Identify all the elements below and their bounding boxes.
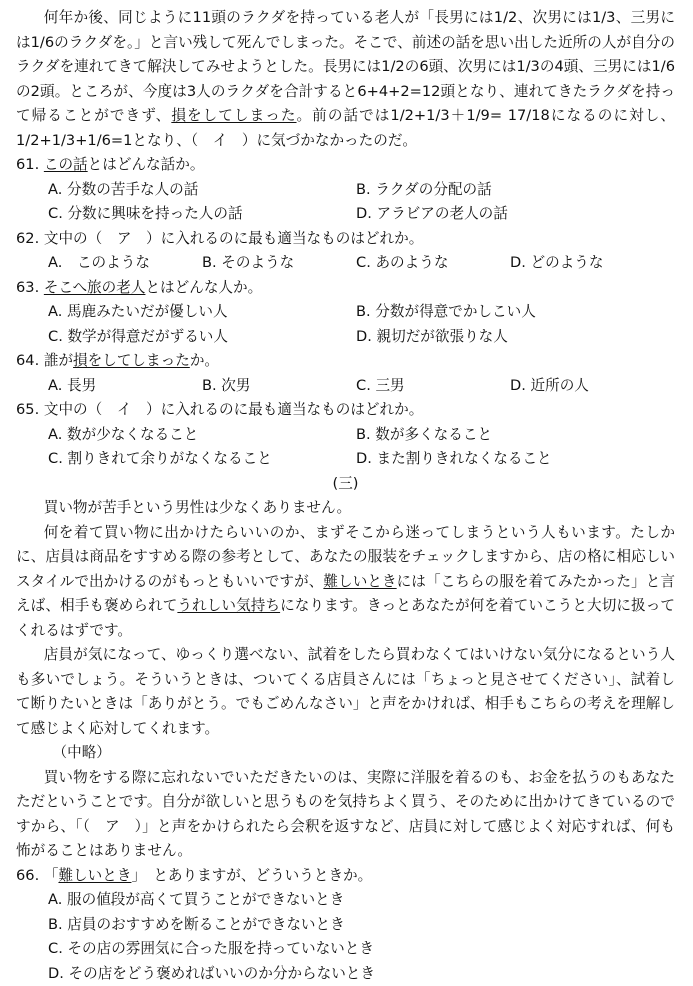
option-c[interactable]: C. あのような (356, 251, 510, 276)
passage-2-paragraph-3: 店員が気になって、ゆっくり選べない、試着をしたら買わなくてはいけない気分になるという人も多いでしょう。そういうときは、ついてくる店員さんには「ちょっと見させてください」、試着して断りたいときは「ありがとう。でもごめんなさい」と声をかければ、相手もこちらの考えを理解して感じよく応対してくれます。 (16, 643, 675, 741)
question-65-options (48, 423, 675, 472)
question-64 (16, 349, 675, 398)
question-stem-text: とはどんな人か。 (145, 279, 262, 296)
passage-2-text: には「こちらの服を着てみたかった」と言えば、相手も褒められて (16, 573, 675, 615)
question-61-options (48, 178, 675, 227)
passage-2-text: 何を着て買い物に出かけたらいいのか、まずそこから迷ってしまうという人もいます。たしかに、店員は商品をすすめる際の参考として、あなたの服装をチェックしますから、店の格に相応しいスタイルで出かけるのがもっともいいですが、 (16, 524, 675, 590)
option-b[interactable]: B. 店員のおすすめを断ることができないとき (48, 913, 675, 938)
passage-2-text: になります。きっとあなたが何を着ていこうと大切に扱ってくれるはずです。 (16, 597, 675, 639)
question-number: 64. 誰が (16, 352, 73, 369)
question-65 (16, 398, 675, 472)
question-63-options (48, 300, 675, 349)
question-stem-text: か。 (190, 352, 219, 369)
passage-1-underlined-phrase: 損をしてしまった (171, 107, 296, 124)
omitted-marker: （中略） (16, 741, 675, 766)
option-a[interactable]: A. 服の値段が高くて買うことができないとき (48, 888, 675, 913)
option-b[interactable]: B. 次男 (202, 374, 356, 399)
option-d[interactable]: D. また割りきれなくなること (356, 447, 664, 472)
underlined-phrase-happy: うれしい気持ち (177, 597, 280, 614)
option-a[interactable]: A. 馬鹿みたいだが優しい人 (48, 300, 356, 325)
question-number: 63. (16, 279, 44, 296)
option-b[interactable]: B. ラクダの分配の話 (356, 178, 664, 203)
question-underlined-phrase: そこへ旅の老人 (44, 279, 146, 296)
passage-2-paragraph-4: 買い物をする際に忘れないでいただきたいのは、実際に洋服を着るのも、お金を払うのもあなたただということです。自分が欲しいと思うものを気持ちよく買う、そのために出かけてきているのですから、「（ ア ）」と声をかけられたら会釈を返すなど、店員に対して感じよく対応すれば、何も怖がることはありません。 (16, 766, 675, 864)
option-c[interactable]: C. 分数に興味を持った人の話 (48, 202, 356, 227)
option-b[interactable]: B. 分数が得意でかしこい人 (356, 300, 664, 325)
option-a[interactable]: A. 分数の苦手な人の話 (48, 178, 356, 203)
question-62-stem: 62. 文中の（ ア ）に入れるのに最も適当なものはどれか。 (16, 227, 675, 252)
option-c[interactable]: C. 三男 (356, 374, 510, 399)
question-62-options (48, 251, 675, 276)
option-b[interactable]: B. 数が多くなること (356, 423, 664, 448)
question-underlined-phrase: 損をしてしまった (73, 352, 190, 369)
option-c[interactable]: C. その店の雰囲気に合った服を持っていないとき (48, 937, 675, 962)
question-underlined-phrase: 難しいとき (58, 867, 131, 884)
option-b[interactable]: B. そのような (202, 251, 356, 276)
question-63-stem (16, 276, 675, 301)
passage-1-text-end: 。前の話では1/2+1/3＋1/9= 17/18になるのに対し、1/2+1/3+1/6=1となり、（ イ ）に気づかなかったのだ。 (16, 107, 675, 149)
option-c[interactable]: C. 数学が得意だがずるい人 (48, 325, 356, 350)
question-underlined-phrase: この話 (44, 156, 88, 173)
option-d[interactable]: D. その店をどう褒めればいいのか分からないとき (48, 962, 675, 986)
passage-2-paragraph-2 (16, 521, 675, 644)
passage-1-text: 何年か後、同じように11頭のラクダを持っている老人が「長男には1/2、次男には1/3、三男には1/6のラクダを。」と言い残して死んでしまった。そこで、前述の話を思い出した近所の人が自分のラクダを連れてきて解決してみせようとした。長男には1/2の6頭、次男には1/3の4頭、三男には1/6の2頭。ところが、今度は3人のラクダを合計すると6+4+2=12頭となり、連れてきたラクダを持って帰ることができず、 (16, 9, 675, 124)
option-c[interactable]: C. 割りきれて余りがなくなること (48, 447, 356, 472)
option-a[interactable]: A. 数が少なくなること (48, 423, 356, 448)
question-63 (16, 276, 675, 350)
question-66-stem (16, 864, 675, 889)
section-heading: (三) (16, 472, 675, 497)
option-a[interactable]: A. このような (48, 251, 202, 276)
question-stem-text: とはどんな話か。 (88, 156, 205, 173)
question-61-stem (16, 153, 675, 178)
passage-1-paragraph (16, 6, 675, 153)
question-64-stem (16, 349, 675, 374)
question-66 (16, 864, 675, 986)
option-a[interactable]: A. 長男 (48, 374, 202, 399)
option-d[interactable]: D. 親切だが欲張りな人 (356, 325, 664, 350)
question-stem-text: 」 とありますが、どういうときか。 (131, 867, 372, 884)
question-61 (16, 153, 675, 227)
question-64-options (48, 374, 675, 399)
option-d[interactable]: D. 近所の人 (510, 374, 664, 399)
passage-2-paragraph-1: 買い物が苦手という男性は少なくありません。 (16, 496, 675, 521)
question-65-stem: 65. 文中の（ イ ）に入れるのに最も適当なものはどれか。 (16, 398, 675, 423)
question-62 (16, 227, 675, 276)
option-d[interactable]: D. どのような (510, 251, 664, 276)
underlined-phrase-difficult: 難しいとき (323, 573, 396, 590)
question-66-options (48, 888, 675, 986)
question-number: 61. (16, 156, 44, 173)
option-d[interactable]: D. アラビアの老人の話 (356, 202, 664, 227)
question-number: 66. 「 (16, 867, 58, 884)
